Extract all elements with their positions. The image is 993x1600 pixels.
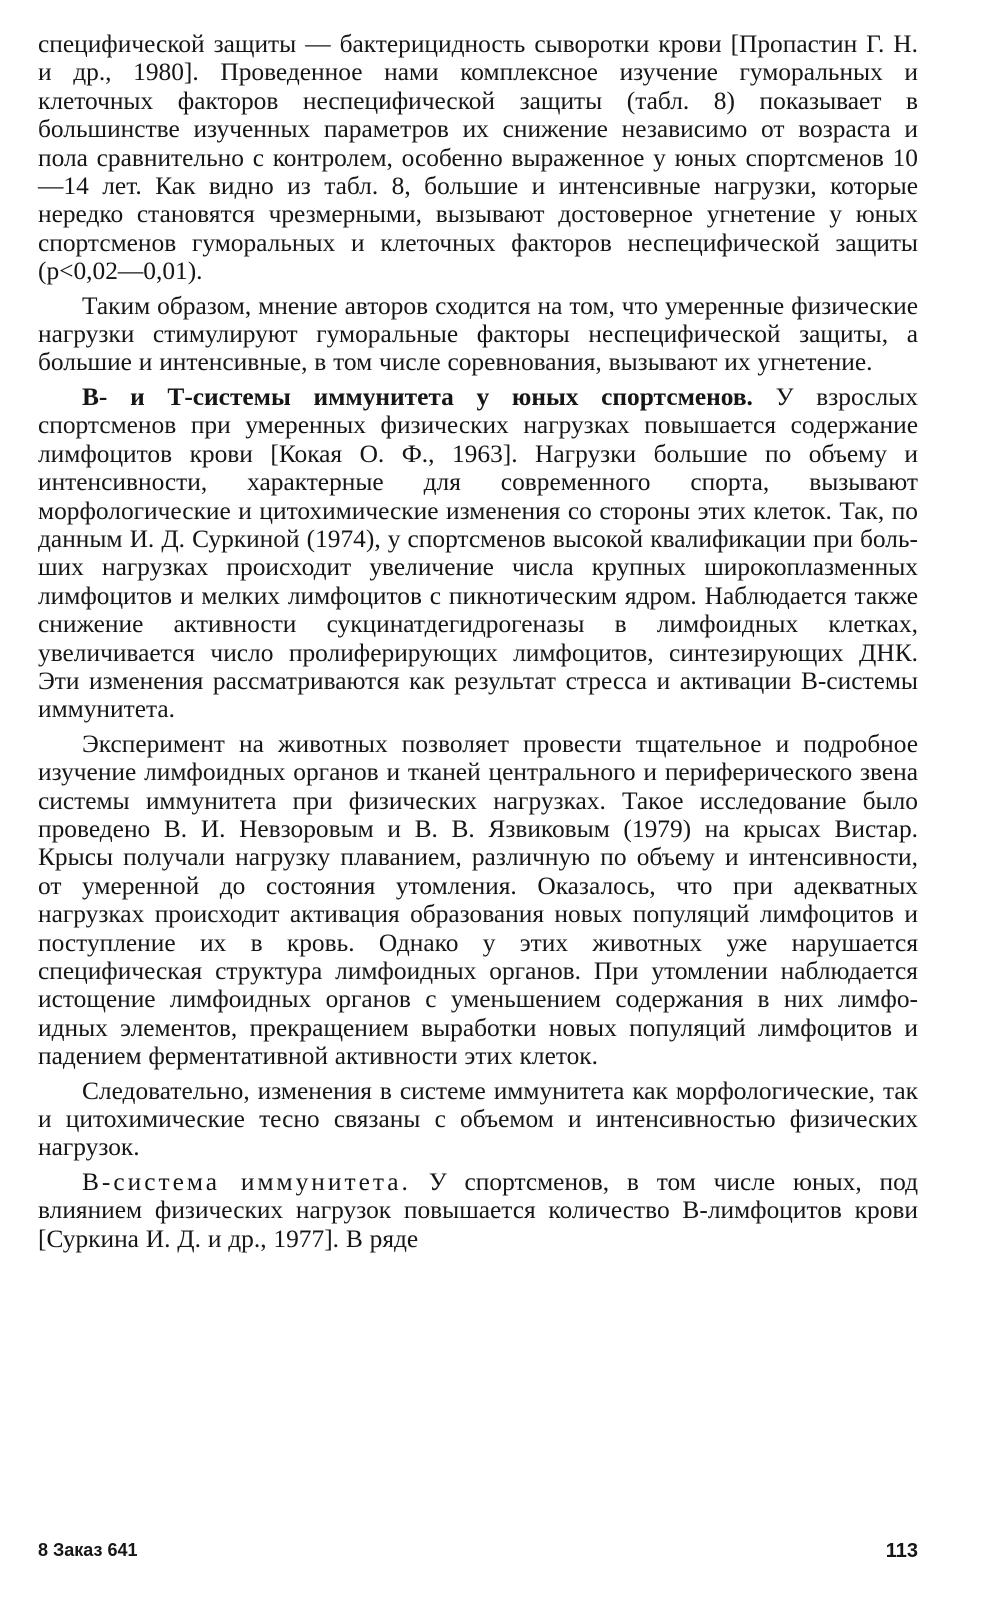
page-number: 113 bbox=[885, 1540, 918, 1562]
printer-signature: 8 Заказ 641 bbox=[38, 1540, 138, 1560]
section-heading-b-system: В-система иммунитета. bbox=[82, 1167, 411, 1196]
paragraph-bt-systems-text: У взрослых спортсменов при умеренных физических нагрузках повышается содержание лимфоцитов крови [Кокая О. Ф., 1963]. Нагрузки большие по объему и интенсивности, характерные для современного спорта, вызывают морфологические и цитохимические изменения со стороны этих клеток. Так, по данным И. Д. Суркиной (1974), у спортсменов высокой квалификации при больших нагрузках происходит увеличение числа крупных широкоплазменных лимфоцитов и мелких лимфоцитов с пикнотическим ядром. Наблюдается также снижение активности сукцинатдегидрогеназы в лимфоидных клетках, увеличивается число пролиферирующих лимфоцитов, синтезирующих ДНК. Эти изменения рассматриваются как результат стресса и активации В-системы иммунитета. bbox=[38, 382, 918, 724]
paragraph-nonspecific-defense: специфической защиты — бактерицидность сыворотки крови [Пропастин Г. Н. и др., 1980]. Проведенное нами комплексное изучение гуморальных и клеточных факторов неспецифической защиты (табл. 8) показывает в большинстве изученных параметров их снижение независимо от возраста и пола сравнительно с контролем, особенно выраженное у юных спортсменов 10—14 лет. Как видно из табл. 8, большие и интенсивные нагрузки, которые нередко становятся чрезмерными, вызывают достоверное угнетение у юных спортсменов гуморальных и клеточных факторов неспецифической защиты (p<0,02—0,01). bbox=[38, 30, 918, 286]
paragraph-bt-systems bbox=[38, 383, 918, 724]
paragraph-b-system-text: У спортсменов, в том числе юных, под влиянием физических нагрузок повышается количество В-лимфоцитов крови [Суркина И. Д. и др., 1977]. В ряде bbox=[38, 1167, 918, 1253]
paragraph-author-consensus: Таким образом, мнение авторов сходится на том, что умеренные физические нагрузки стимулируют гуморальные факторы неспецифической защиты, а большие и интенсивные, в том числе соревнования, вызывают их угнетение. bbox=[38, 291, 918, 377]
paragraph-b-system bbox=[38, 1168, 918, 1253]
section-heading-bt-systems: В- и Т-системы иммунитета у юных спортсменов. bbox=[82, 382, 753, 411]
paragraph-animal-experiment: Эксперимент на животных позволяет провести тщательное и подробное изучение лимфоидных органов и тканей центрального и периферического звена системы иммунитета при физических нагрузках. Такое исследование было проведено В. И. Невзоровым и В. В. Язвиковым (1979) на крысах Вистар. Крысы получали нагрузку плаванием, различную по объему и интенсивности, от умеренной до состояния утомления. Оказалось, что при адекватных нагрузках происходит активация образования новых популяций лимфоцитов и поступление их в кровь. Однако у этих животных уже нарушается специфическая структура лимфоидных органов. При утомлении наблюдается истощение лимфоидных органов с уменьшением содержания в них лимфоидных элементов, прекращением выработки новых популяций лимфоцитов и падением ферментативной активности этих клеток. bbox=[38, 729, 918, 1071]
page-footer bbox=[38, 1540, 918, 1570]
page-body bbox=[38, 30, 918, 1259]
paragraph-conclusion: Следовательно, изменения в системе иммунитета как морфологические, так и цитохимические тесно связаны с объемом и интенсивностью физических нагрузок. bbox=[38, 1076, 918, 1162]
